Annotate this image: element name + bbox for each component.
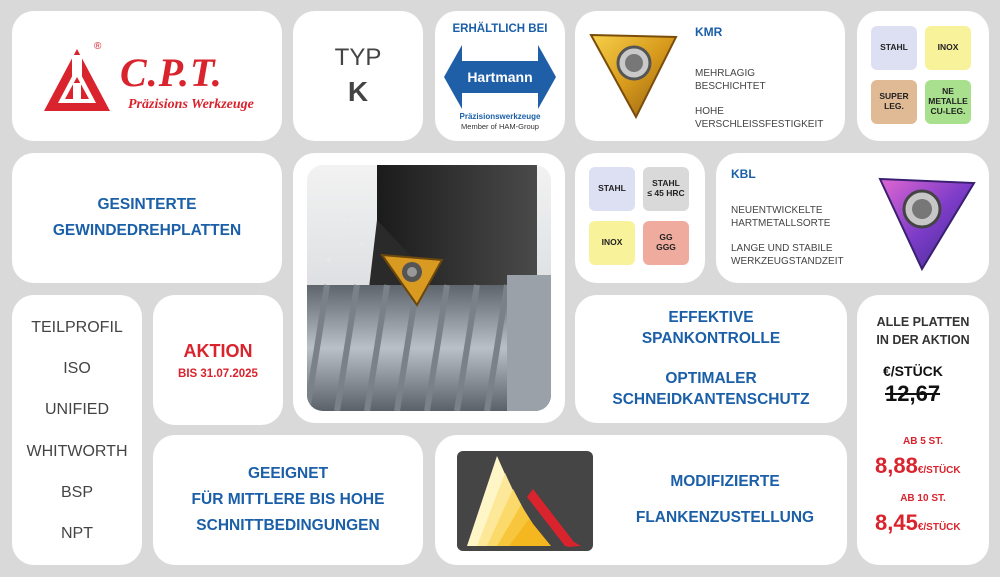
material-tag: STAHL: [589, 167, 635, 211]
profile-item: NPT: [61, 525, 93, 542]
dealer-heading: ERHÄLTLICH BEI: [452, 23, 548, 35]
tier2-price: [875, 510, 961, 536]
tier2-value: 8,45: [875, 510, 918, 535]
profile-item: BSP: [60, 484, 93, 501]
feature-line3: OPTIMALER: [665, 370, 757, 387]
dealer-line1: Präzisionswerkzeuge: [459, 112, 541, 121]
price-old: 12,67: [885, 381, 941, 406]
type-value: K: [347, 76, 369, 107]
kmr-desc3: HOHE: [695, 106, 724, 117]
feature-line4: SCHNEIDKANTENSCHUTZ: [612, 391, 810, 408]
aktion-date: BIS 31.07.2025: [178, 367, 258, 380]
kbl-desc4: WERKZEUGSTANDZEIT: [731, 256, 844, 267]
flank-card: [435, 435, 847, 565]
material-tag: INOX: [589, 221, 635, 265]
tier1-unit: €/STÜCK: [917, 465, 961, 476]
registered-mark: ®: [94, 41, 102, 52]
tier1-price: [875, 453, 961, 479]
kmr-desc2: BESCHICHTET: [695, 81, 766, 92]
type-card: [293, 11, 423, 141]
dealer-name: Hartmann: [467, 69, 533, 85]
profile-item: WHITWORTH: [26, 443, 128, 460]
flank-line2: FLANKENZUSTELLUNG: [635, 509, 815, 526]
suitable-line2: FÜR MITTLERE BIS HOHE: [191, 491, 385, 508]
kmr-title: KMR: [695, 25, 723, 39]
materials-top-card: [857, 11, 989, 141]
features-card: [575, 295, 847, 423]
sintered-line1: GESINTERTE: [97, 196, 197, 213]
suitable-line3: SCHNITTBEDINGUNGEN: [196, 517, 380, 534]
dealer-line2: Member of HAM-Group: [461, 122, 539, 131]
threading-photo-image: [307, 165, 551, 411]
kbl-card: [716, 153, 989, 283]
material-tag: SUPER LEG.: [871, 80, 917, 124]
logo-card: [12, 11, 282, 141]
material-tag: INOX: [925, 26, 971, 70]
profile-item: ISO: [63, 360, 91, 377]
suitable-card: [153, 435, 423, 565]
gold-insert-icon: [581, 25, 681, 125]
kmr-desc4: VERSCHLEISSFESTIGKEIT: [695, 119, 824, 130]
tier2-label: AB 10 ST.: [900, 493, 946, 504]
feature-line1: EFFEKTIVE: [668, 309, 754, 326]
kmr-desc1: MEHRLAGIG: [695, 68, 756, 79]
tier1-label: AB 5 ST.: [902, 436, 943, 447]
aktion-card: [153, 295, 283, 425]
materials-mid-card: [575, 153, 705, 283]
flank-line1: MODIFIZIERTE: [670, 473, 780, 490]
kbl-desc2: HARTMETALLSORTE: [731, 218, 831, 229]
profile-item: TEILPROFIL: [31, 319, 123, 336]
material-tag: NE METALLE CU-LEG.: [925, 80, 971, 124]
price-card: [857, 295, 989, 565]
profile-item: UNIFIED: [45, 401, 109, 418]
material-tag: GG GGG: [643, 221, 689, 265]
cpt-logo-icon: [42, 45, 112, 115]
product-photo-card: [293, 153, 565, 423]
price-head1: ALLE PLATTEN: [876, 315, 970, 329]
tier1-value: 8,88: [875, 453, 918, 478]
suitable-line1: GEEIGNET: [247, 465, 329, 482]
price-unit: €/STÜCK: [883, 363, 943, 379]
kbl-desc3: LANGE UND STABILE: [731, 243, 833, 254]
brand-name: C.P.T.: [120, 50, 223, 95]
sintered-line2: GEWINDEDREHPLATTEN: [52, 222, 242, 239]
dealer-card: [435, 11, 565, 141]
kbl-title: KBL: [731, 167, 756, 181]
feature-line2: SPANKONTROLLE: [641, 330, 781, 347]
material-tag: STAHL: [871, 26, 917, 70]
purple-insert-icon: [872, 165, 982, 275]
type-label: TYP: [334, 44, 382, 71]
brand-subtitle: Präzisions Werkzeuge: [128, 97, 254, 112]
tier2-unit: €/STÜCK: [917, 522, 961, 533]
material-tag: STAHL ≤ 45 HRC: [643, 167, 689, 211]
price-head2: IN DER AKTION: [876, 333, 970, 347]
aktion-title: AKTION: [183, 340, 253, 361]
profiles-card: [12, 295, 142, 565]
flank-infeed-diagram: [457, 451, 593, 551]
sintered-card: [12, 153, 282, 283]
kmr-card: [575, 11, 845, 141]
kbl-desc1: NEUENTWICKELTE: [731, 205, 823, 216]
